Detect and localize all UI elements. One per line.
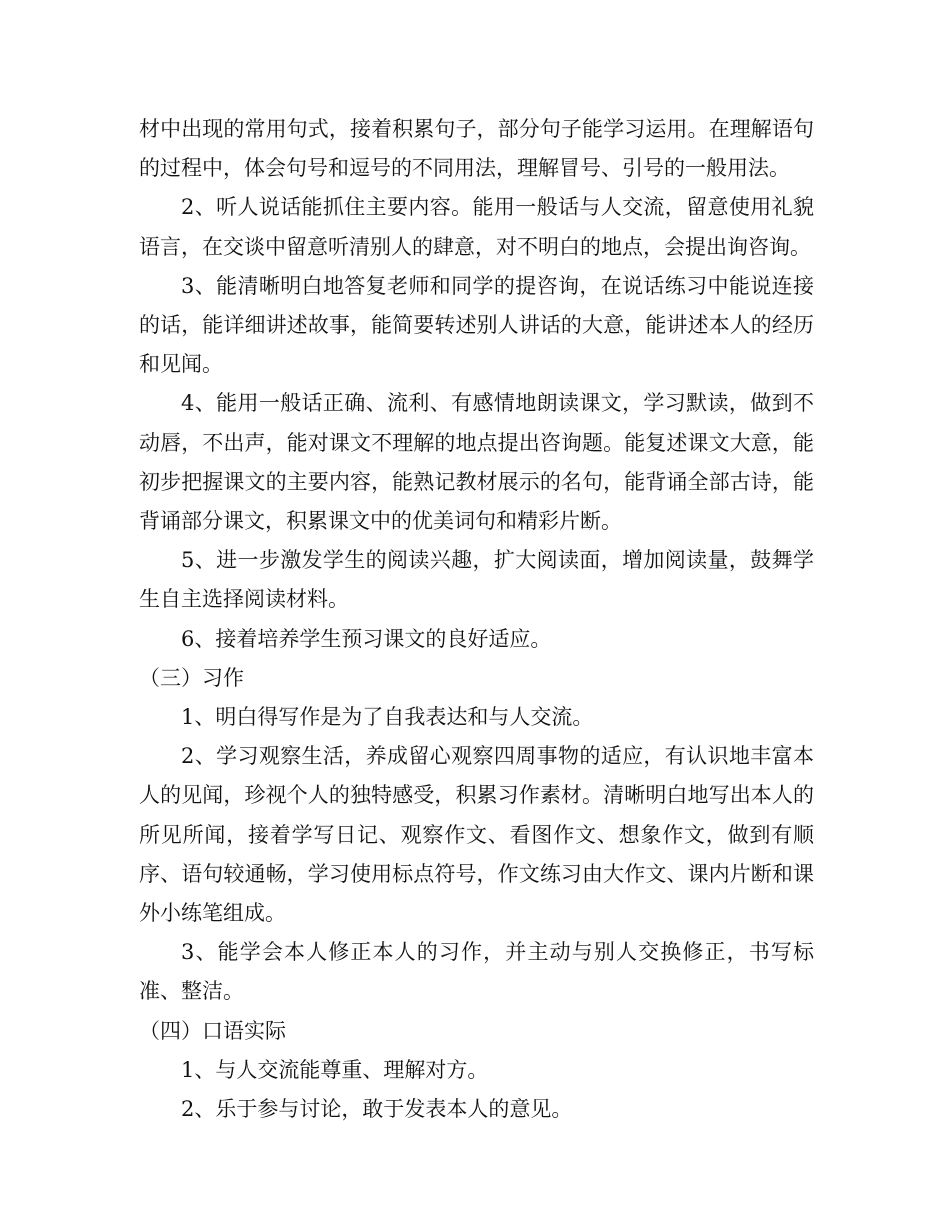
document-body (139, 110, 814, 1129)
paragraph-oral-2: 2、乐于参与讨论，敢于发表本人的意见。 (181, 1097, 573, 1122)
paragraph-item-3: 3、能清晰明白地答复老师和同学的提咨询，在说话练习中能说连接的话，能详细讲述故事，能简要转述别人讲话的大意，能讲述本人的经历和见闻。 (139, 273, 814, 377)
section-heading-writing: （三）习作 (139, 665, 244, 690)
paragraph-writing-2: 2、学习观察生活，养成留心观察四周事物的适应，有认识地丰富本人的见闻，珍视个人的独特感受，积累习作素材。清晰明白地写出本人的所见所闻，接着学写日记、观察作文、看图作文、想象作文，做到有顺序、语句较通畅，学习使用标点符号，作文练习由大作文、课内片断和课外小练笔组成。 (139, 744, 814, 926)
paragraph-writing-3: 3、能学会本人修正本人的习作，并主动与别人交换修正，书写标准、整洁。 (139, 940, 814, 1004)
paragraph-continued: 材中出现的常用句式，接着积累句子，部分句子能学习运用。在理解语句的过程中，体会句号和逗号的不同用法，理解冒号、引号的一般用法。 (139, 117, 814, 181)
paragraph-item-6: 6、接着培养学生预习课文的良好适应。 (181, 626, 552, 651)
section-heading-oral: （四）口语实际 (139, 1018, 286, 1043)
paragraph-item-2: 2、听人说话能抓住主要内容。能用一般话与人交流，留意使用礼貌语言，在交谈中留意听清别人的肆意，对不明白的地点，会提出询咨询。 (139, 195, 814, 259)
paragraph-writing-1: 1、明白得写作是为了自我表达和与人交流。 (181, 705, 594, 730)
paragraph-oral-1: 1、与人交流能尊重、理解对方。 (181, 1057, 489, 1082)
paragraph-item-4: 4、能用一般话正确、流利、有感情地朗读课文，学习默读，做到不动唇，不出声，能对课文不理解的地点提出咨询题。能复述课文大意，能初步把握课文的主要内容，能熟记教材展示的名句，能背诵全部古诗，能背诵部分课文，积累课文中的优美词句和精彩片断。 (139, 391, 814, 534)
paragraph-item-5: 5、进一步激发学生的阅读兴趣，扩大阅读面，增加阅读量，鼓舞学生自主选择阅读材料。 (139, 548, 814, 612)
